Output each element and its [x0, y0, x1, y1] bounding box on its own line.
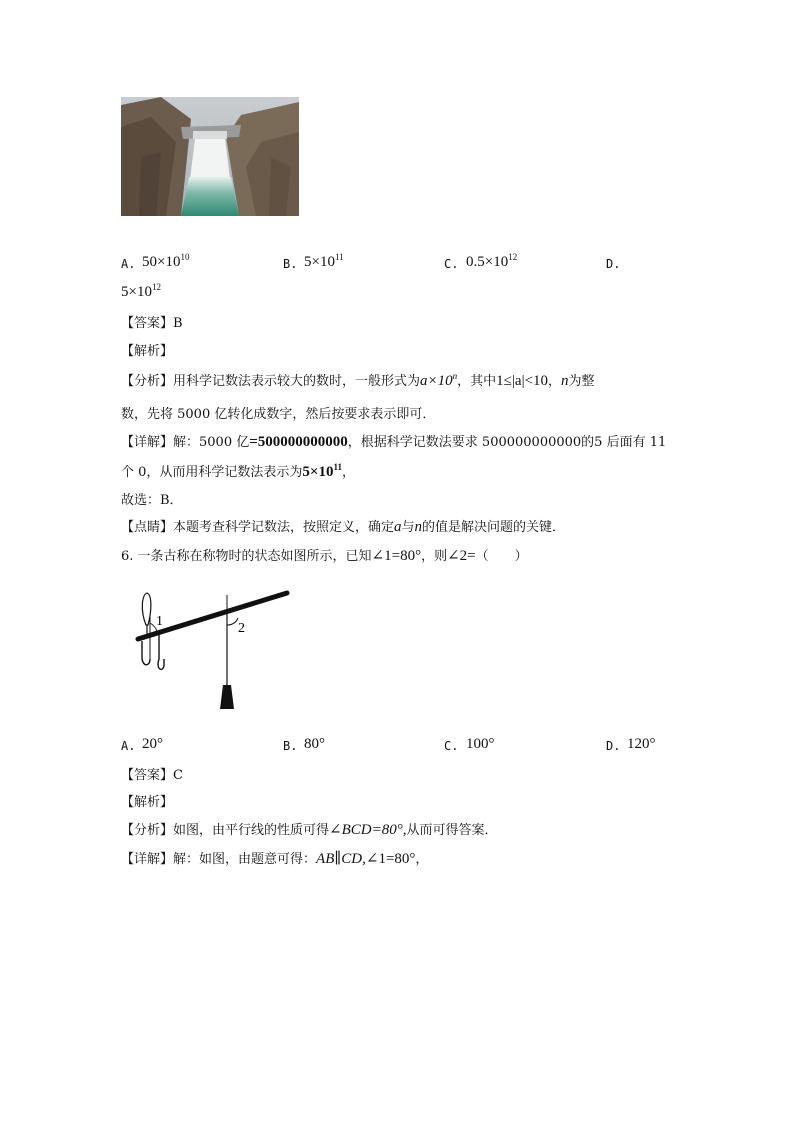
q5-option-a-value: $50\times 10^{10}$ — [142, 252, 190, 270]
q6-option-d-value: 120° — [627, 736, 656, 752]
q5-option-b-label: B. — [283, 257, 298, 271]
q5-answer: 【答案】B — [121, 316, 183, 331]
q6-xiangjie-tag: 【详解】 — [121, 852, 174, 867]
q6-fenxi: 【分析】如图，由平行线的性质可得∠BCD=80°,从而可得答案． — [121, 822, 498, 838]
q6-option-c-value: 100° — [466, 736, 495, 752]
q6-option-b-value: 80° — [304, 736, 325, 752]
q5-analysis-heading: 【解析】 — [121, 344, 174, 359]
q5-dianjing-tag: 【点睛】 — [121, 520, 174, 535]
q5-xiangjie-line-1: 【详解】解：5000 亿=500000000000，根据科学记数法要求 500000000000的5 后面有 11 — [121, 434, 667, 450]
q5-fenxi-line-1: 【分析】用科学记数法表示较大的数时，一般形式为$a\times 10^n$，其中1≤|a|<10，n为整 — [121, 371, 595, 389]
q6-option-a-value: 20° — [142, 736, 163, 752]
q6-option-a-label: A. — [121, 739, 136, 753]
q5-choice: 故选：B． — [121, 493, 183, 508]
q5-xiangjie-line-2: 个 0，从而用科学记数法表示为$5\times 10^{11}$， — [121, 462, 355, 480]
counterweight — [220, 685, 234, 709]
q6-option-c-label: C. — [444, 739, 459, 753]
q5-option-a-label: A. — [121, 257, 136, 271]
q6-answer: 【答案】C — [121, 768, 183, 783]
angle-1-label: 1 — [156, 614, 163, 629]
q5-xiangjie-tag: 【详解】 — [121, 435, 174, 450]
q5-fenxi-line-2: 数，先将 5000 亿转化成数字，然后按要求表示即可． — [121, 407, 436, 422]
q6-analysis-heading: 【解析】 — [121, 795, 174, 810]
steelyard-figure — [130, 585, 300, 715]
q5-option-b-value: $5\times 10^{11}$ — [304, 252, 344, 270]
q5-option-d-label: D. — [606, 257, 621, 271]
q5-option-c-label: C. — [444, 257, 459, 271]
dam-photo — [121, 97, 299, 216]
q5-dianjing: 【点睛】本题考查科学记数法，按照定义，确定a与n的值是解决问题的关键． — [121, 519, 566, 535]
angle-2-arc — [227, 618, 238, 625]
q5-option-d-value: $5\times 10^{12}$ — [121, 282, 161, 300]
q5-option-c-value: $0.5\times 10^{12}$ — [466, 252, 518, 270]
hook-2-icon — [158, 635, 164, 669]
q6-xiangjie: 【详解】解：如图，由题意可得：AB∥CD,∠1=80°， — [121, 851, 429, 867]
q6-stem: 6. 一条古称在称物时的状态如图所示，已知∠1=80°，则∠2=（ ） — [121, 548, 528, 564]
angle-2-label: 2 — [238, 621, 245, 636]
hook-icon — [142, 641, 150, 665]
q6-option-d-label: D. — [606, 739, 621, 753]
q6-fenxi-tag: 【分析】 — [121, 823, 174, 838]
q5-fenxi-tag: 【分析】 — [121, 374, 174, 389]
q6-option-b-label: B. — [283, 739, 298, 753]
